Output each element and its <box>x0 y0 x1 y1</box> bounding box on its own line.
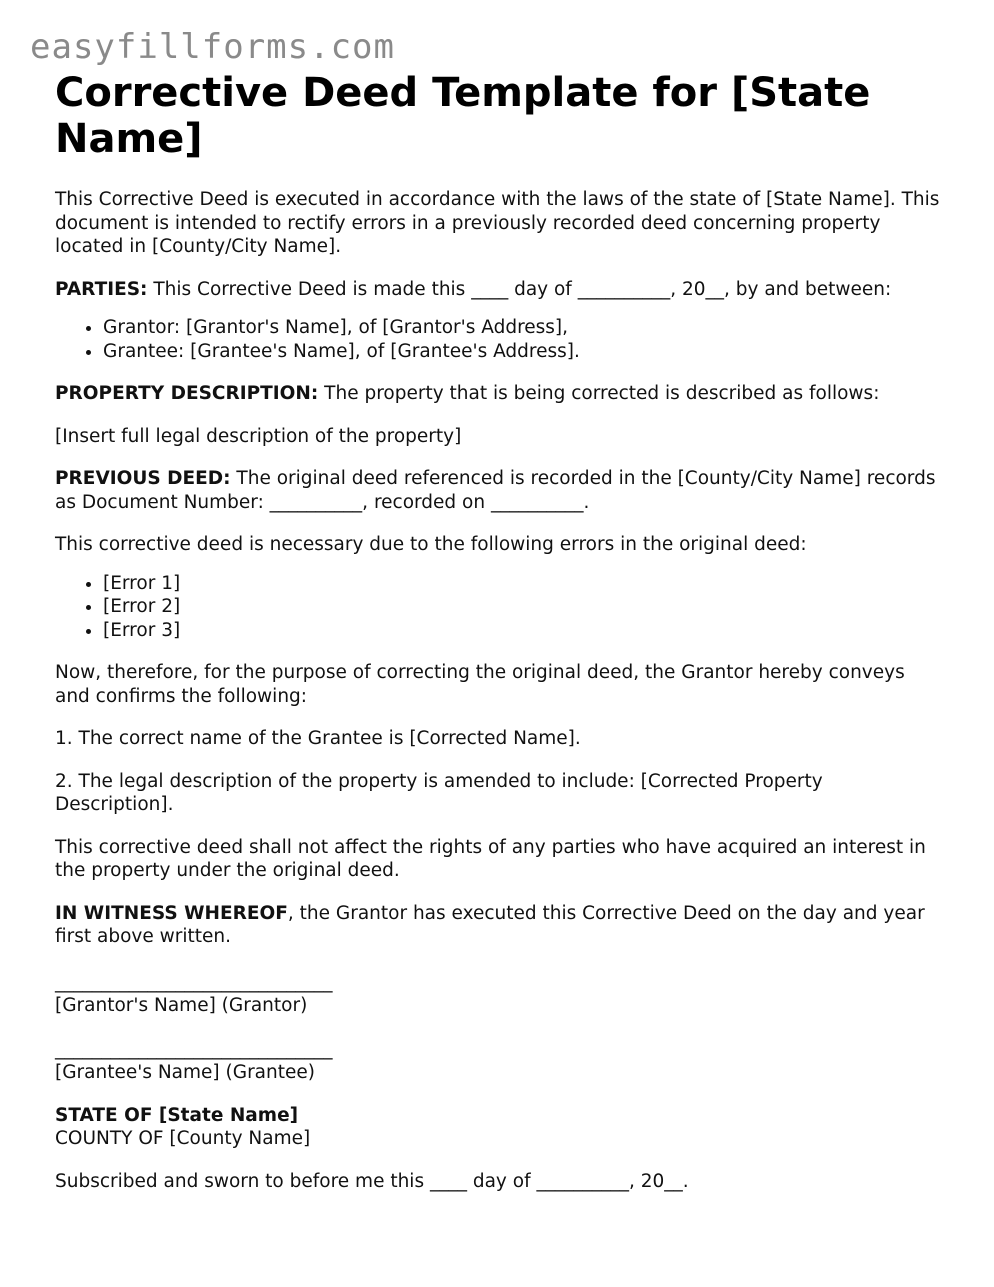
property-paragraph <box>55 382 945 406</box>
sworn-paragraph: Subscribed and sworn to before me this ____ day of __________, 20__. <box>55 1170 689 1192</box>
property-text: The property that is being corrected is described as follows: <box>318 383 880 404</box>
signature-caption: [Grantor's Name] (Grantor) <box>55 995 308 1016</box>
correction-item: 2. The legal description of the property is amended to include: [Corrected Property Description]. <box>55 770 823 815</box>
signature-caption: [Grantee's Name] (Grantee) <box>55 1062 315 1083</box>
watermark: easyfillforms.com <box>30 27 395 67</box>
parties-list <box>55 316 945 363</box>
previous-deed-paragraph <box>55 467 945 514</box>
list-item: • Grantee: [Grantee's Name], of [Grantee's Address]. <box>103 340 945 364</box>
notary-state-text: STATE OF [State Name] <box>55 1104 299 1126</box>
list-item: • [Error 2] <box>103 595 945 619</box>
witness-paragraph <box>55 902 945 949</box>
rights-paragraph: This corrective deed shall not affect the rights of any parties who have acquired an interest in the property under the original deed. <box>55 836 926 881</box>
grantee-signature-block <box>55 1038 945 1085</box>
notary-venue <box>55 1104 945 1151</box>
witness-text: , the Grantor has executed this Corrective Deed on the day and year first above written. <box>55 902 925 947</box>
witness-label: IN WITNESS WHEREOF <box>55 902 288 924</box>
notary-state <box>55 1104 945 1128</box>
parties-text: This Corrective Deed is made this ____ day of __________, 20__, by and between: <box>147 278 892 300</box>
list-item: • Grantor: [Grantor's Name], of [Grantor's Address], <box>103 316 945 340</box>
signature-line: ______________________________ <box>55 971 333 993</box>
document <box>55 70 945 1212</box>
parties-label: PARTIES: <box>55 278 148 300</box>
errors-list <box>55 572 945 643</box>
previous-deed-text: The original deed referenced is recorded in the [County/City Name] records as Document Number: __________, recorded on __________. <box>55 468 936 513</box>
parties-paragraph <box>55 278 945 302</box>
property-placeholder: [Insert full legal description of the property] <box>55 425 462 447</box>
correction-item: 1. The correct name of the Grantee is [Corrected Name]. <box>55 728 581 749</box>
signature-line: ______________________________ <box>55 1038 333 1060</box>
conveyance-paragraph: Now, therefore, for the purpose of correcting the original deed, the Grantor hereby conveys and confirms the following: <box>55 662 905 707</box>
property-label: PROPERTY DESCRIPTION: <box>55 383 319 404</box>
list-item: • [Error 3] <box>103 619 945 643</box>
notary-county: COUNTY OF [County Name] <box>55 1128 311 1149</box>
intro-paragraph: This Corrective Deed is executed in accordance with the laws of the state of [State Name]. This document is intended to rectify errors in a previously recorded deed concerning property located in [County/City Name]. <box>55 189 940 257</box>
grantor-signature-block <box>55 971 945 1018</box>
errors-intro: This corrective deed is necessary due to the following errors in the original deed: <box>55 534 807 555</box>
list-item: • [Error 1] <box>103 572 945 596</box>
page-title: Corrective Deed Template for [State Name] <box>55 70 871 162</box>
previous-deed-label: PREVIOUS DEED: <box>55 468 231 489</box>
